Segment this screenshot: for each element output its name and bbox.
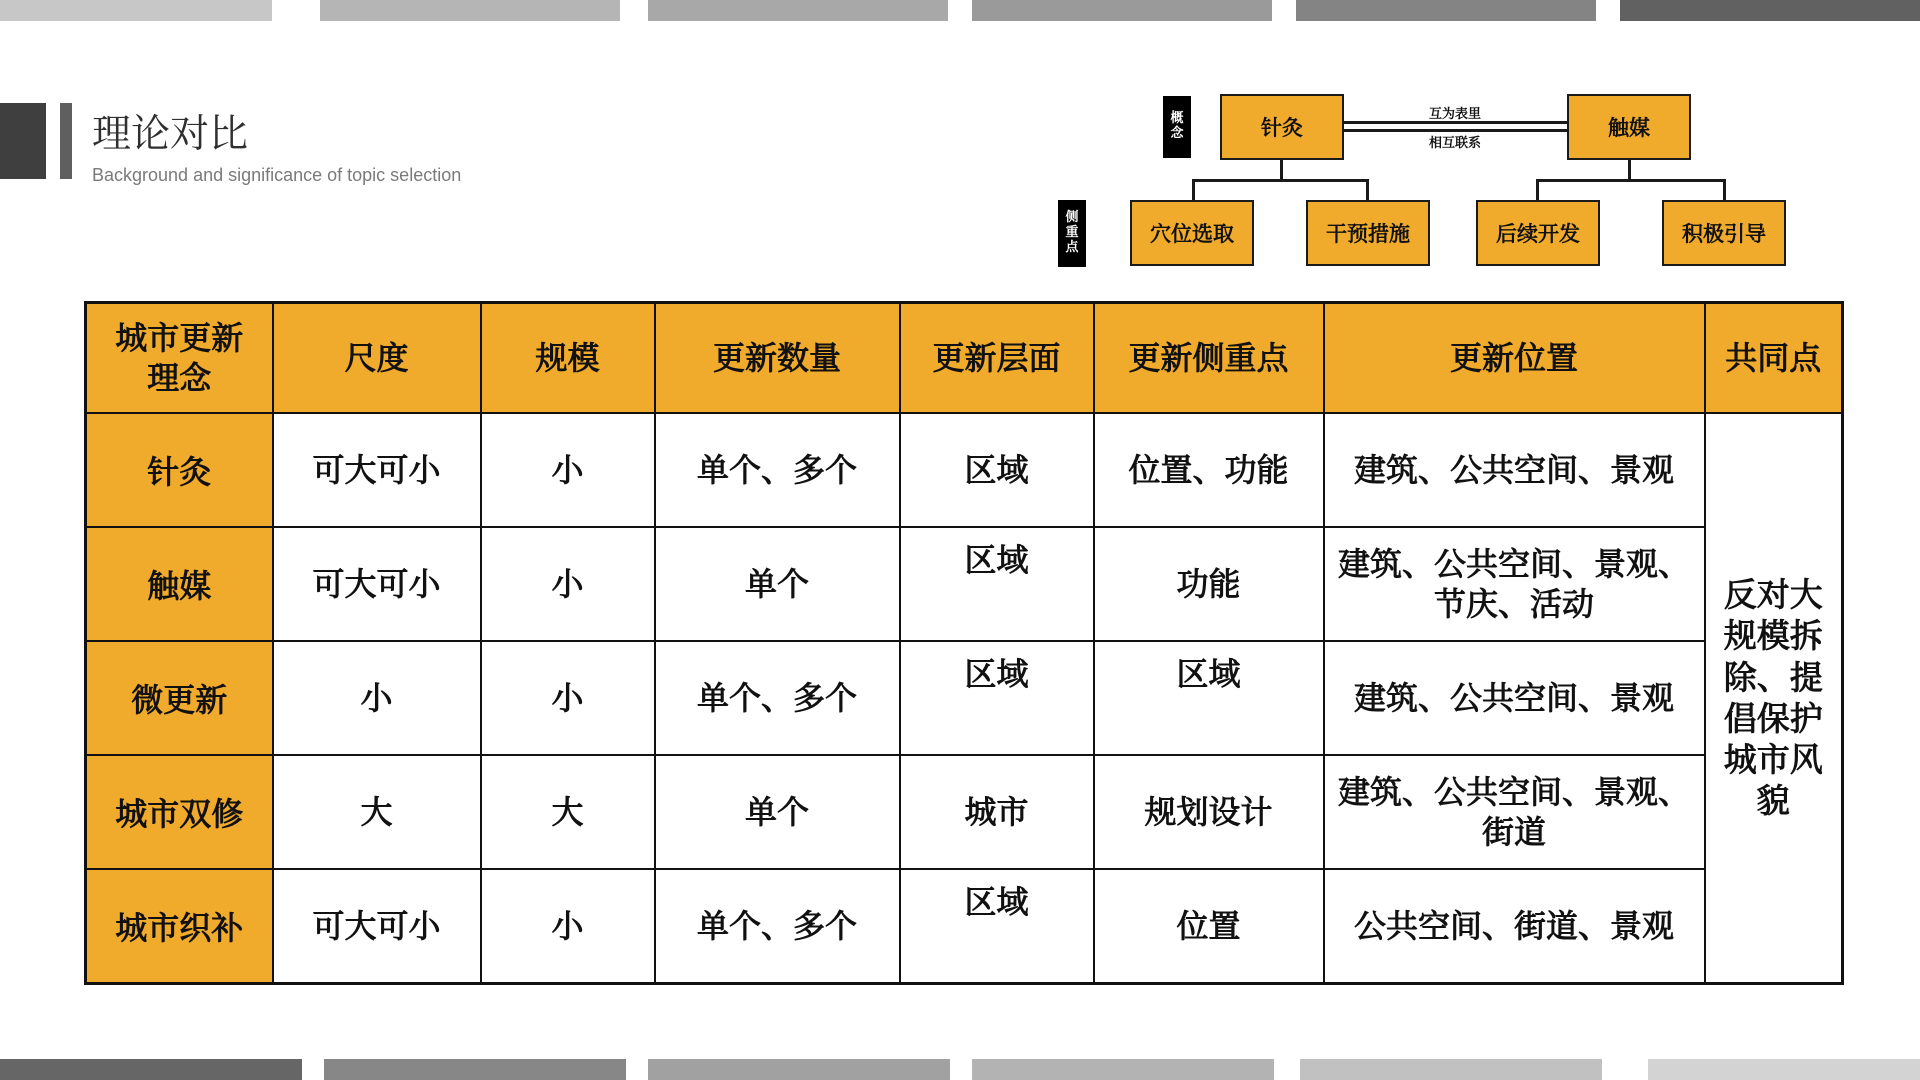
cell-update-level: 区域 bbox=[900, 641, 1094, 755]
cell-update-level: 区域 bbox=[900, 527, 1094, 641]
header-update-level: 更新层面 bbox=[900, 303, 1094, 414]
cell-update-count: 单个、多个 bbox=[655, 869, 900, 983]
cell-update-location: 建筑、公共空间、景观、节庆、活动 bbox=[1324, 527, 1705, 641]
title-block-dark bbox=[0, 103, 46, 179]
focus-side-label: 侧重点 bbox=[1058, 200, 1086, 267]
table-row bbox=[86, 527, 1843, 641]
tree-line bbox=[1536, 179, 1726, 182]
tree-line bbox=[1192, 179, 1369, 182]
cell-update-focus: 功能 bbox=[1094, 527, 1324, 641]
theory-comparison-table bbox=[84, 301, 1844, 985]
focus-box-left-1: 穴位选取 bbox=[1130, 200, 1254, 266]
cell-size: 小 bbox=[481, 869, 655, 983]
top-decor-bar-4 bbox=[972, 0, 1272, 21]
bottom-decor-bar-1 bbox=[0, 1059, 302, 1080]
table-row bbox=[86, 641, 1843, 755]
tree-line bbox=[1723, 179, 1726, 201]
cell-size: 小 bbox=[481, 413, 655, 527]
row-name: 城市双修 bbox=[86, 755, 273, 869]
concept-diagram bbox=[1030, 80, 1860, 270]
concept-side-label: 概念 bbox=[1163, 96, 1191, 158]
header-concept: 城市更新理念 bbox=[86, 303, 273, 414]
row-name: 微更新 bbox=[86, 641, 273, 755]
tree-line bbox=[1628, 160, 1631, 180]
cell-update-count: 单个 bbox=[655, 527, 900, 641]
table-row bbox=[86, 755, 1843, 869]
header-update-count: 更新数量 bbox=[655, 303, 900, 414]
top-decor-bar-5 bbox=[1296, 0, 1596, 21]
cell-scale: 大 bbox=[273, 755, 481, 869]
cell-scale: 可大可小 bbox=[273, 869, 481, 983]
tree-line bbox=[1536, 179, 1539, 201]
cell-size: 小 bbox=[481, 527, 655, 641]
header-scale: 尺度 bbox=[273, 303, 481, 414]
cell-update-focus: 区域 bbox=[1094, 641, 1324, 755]
title-block-accent bbox=[60, 103, 72, 179]
top-decor-bar-2 bbox=[320, 0, 620, 21]
cell-update-level: 区域 bbox=[900, 413, 1094, 527]
row-name: 触媒 bbox=[86, 527, 273, 641]
cell-common-point: 反对大规模拆除、提倡保护城市风貌 bbox=[1705, 413, 1843, 983]
top-decor-bar-3 bbox=[648, 0, 948, 21]
focus-box-right-1: 后续开发 bbox=[1476, 200, 1600, 266]
concept-box-right: 触媒 bbox=[1567, 94, 1691, 160]
cell-size: 大 bbox=[481, 755, 655, 869]
header-update-focus: 更新侧重点 bbox=[1094, 303, 1324, 414]
header-common-point: 共同点 bbox=[1705, 303, 1843, 414]
bottom-decor-bar-3 bbox=[648, 1059, 950, 1080]
focus-box-left-2: 干预措施 bbox=[1306, 200, 1430, 266]
cell-update-count: 单个、多个 bbox=[655, 413, 900, 527]
header-size: 规模 bbox=[481, 303, 655, 414]
top-decor-bar-6 bbox=[1620, 0, 1920, 21]
bottom-decor-bar-4 bbox=[972, 1059, 1274, 1080]
table-header-row bbox=[86, 303, 1843, 414]
cell-update-count: 单个、多个 bbox=[655, 641, 900, 755]
cell-size: 小 bbox=[481, 641, 655, 755]
cell-update-focus: 规划设计 bbox=[1094, 755, 1324, 869]
bottom-decor-bar-2 bbox=[324, 1059, 626, 1080]
row-name: 城市织补 bbox=[86, 869, 273, 983]
cell-update-location: 建筑、公共空间、景观、街道 bbox=[1324, 755, 1705, 869]
cell-update-focus: 位置 bbox=[1094, 869, 1324, 983]
cell-scale: 小 bbox=[273, 641, 481, 755]
tree-line bbox=[1280, 160, 1283, 180]
cell-update-count: 单个 bbox=[655, 755, 900, 869]
tree-line bbox=[1366, 179, 1369, 201]
page-subtitle: Background and significance of topic selection bbox=[92, 165, 462, 185]
bottom-decor-bar-5 bbox=[1300, 1059, 1602, 1080]
cell-update-location: 建筑、公共空间、景观 bbox=[1324, 641, 1705, 755]
page-title: 理论对比 bbox=[92, 112, 249, 157]
cell-update-level: 区域 bbox=[900, 869, 1094, 983]
relation-text-top: 互为表里 bbox=[1428, 107, 1481, 122]
header-update-location: 更新位置 bbox=[1324, 303, 1705, 414]
cell-update-focus: 位置、功能 bbox=[1094, 413, 1324, 527]
cell-scale: 可大可小 bbox=[273, 527, 481, 641]
top-decor-bar-1 bbox=[0, 0, 272, 21]
relation-text-bottom: 相互联系 bbox=[1428, 136, 1481, 151]
focus-box-right-2: 积极引导 bbox=[1662, 200, 1786, 266]
table-row bbox=[86, 413, 1843, 527]
table-row bbox=[86, 869, 1843, 983]
row-name: 针灸 bbox=[86, 413, 273, 527]
tree-line bbox=[1192, 179, 1195, 201]
cell-update-level: 城市 bbox=[900, 755, 1094, 869]
concept-box-left: 针灸 bbox=[1220, 94, 1344, 160]
cell-update-location: 公共空间、街道、景观 bbox=[1324, 869, 1705, 983]
bottom-decor-bar-6 bbox=[1648, 1059, 1920, 1080]
cell-scale: 可大可小 bbox=[273, 413, 481, 527]
cell-update-location: 建筑、公共空间、景观 bbox=[1324, 413, 1705, 527]
